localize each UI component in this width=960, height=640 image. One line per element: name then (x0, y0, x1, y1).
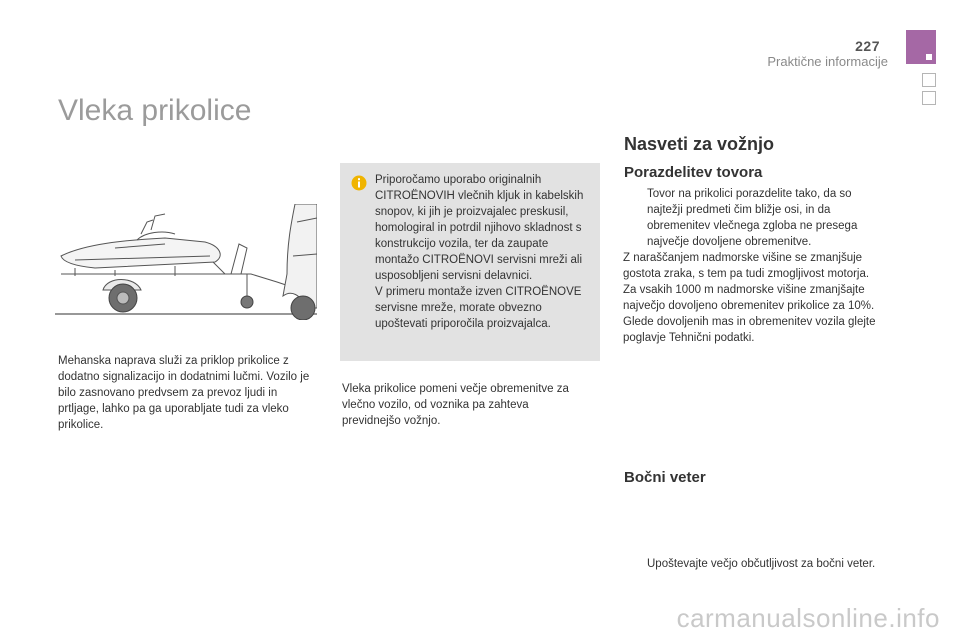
middle-paragraph: Vleka prikolice pomeni večje obremenitve za vlečno vozilo, od voznika pa zahteva previdnejšo vožnjo. (342, 383, 569, 427)
info-box (340, 163, 600, 361)
subheading-crosswind: Bočni veter (624, 469, 706, 486)
bullet-item (623, 556, 883, 572)
bullet-item (623, 186, 883, 250)
intro-paragraph: Mehanska naprava služi za priklop prikolice z dodatno signalizacijo in dodatnimi lučmi. Vozilo je bilo zasnovano predvsem za prevoz ljudi in prtljage, lahko pa ga uporabljate tudi za vleko prikolice. (58, 355, 310, 431)
load-note: Glede dovoljenih mas in obremenitev vozila glejte poglavje Tehnični podatki. (623, 316, 876, 344)
info-paragraph: Priporočamo uporabo originalnih CITROËNOVIH vlečnih kljuk in kabelskih snopov, ki jih je proizvajalec preskusil, homologiral in potrdil njihovo skladnost s konstrukcijo vozila, ter da zaupate montažo CITROËNOVI servisni mreži ali usposobljeni servisni delavnici. (375, 174, 584, 282)
bullet-text: Tovor na prikolici porazdelite tako, da so najtežji predmeti čim bližje osi, in da obremenitev vlečnega zgloba ne presega največje dovoljene obremenitve. (647, 188, 858, 248)
trailer-illustration (55, 204, 317, 320)
bullet-text: Upoštevajte večjo občutljivost za bočni veter. (647, 558, 876, 570)
info-icon (351, 175, 367, 191)
page-number: 227 (855, 38, 880, 54)
chapter-tab-marker (926, 54, 932, 60)
load-notes (623, 250, 885, 346)
subheading-load: Porazdelitev tovora (624, 164, 763, 181)
info-paragraph: V primeru montaže izven CITROËNOVE servisne mreže, morate obvezno upoštevati priporočila proizvajalca. (375, 286, 582, 330)
section-title: Praktične informacije (767, 54, 888, 69)
page-title: Vleka prikolice (58, 94, 252, 127)
section-heading: Nasveti za vožnjo (624, 134, 775, 154)
watermark: carmanualsonline.info (676, 603, 940, 633)
chapter-tab[interactable] (922, 73, 936, 87)
chapter-tab[interactable] (922, 91, 936, 105)
chapter-tab-active[interactable] (906, 30, 936, 64)
load-note: Z naraščanjem nadmorske višine se zmanjšuje gostota zraka, s tem pa tudi zmogljivost motorja. Za vsakih 1000 m nadmorske višine zmanjšajte največjo dovoljeno obremenitev prikolice za 10%. (623, 252, 875, 312)
